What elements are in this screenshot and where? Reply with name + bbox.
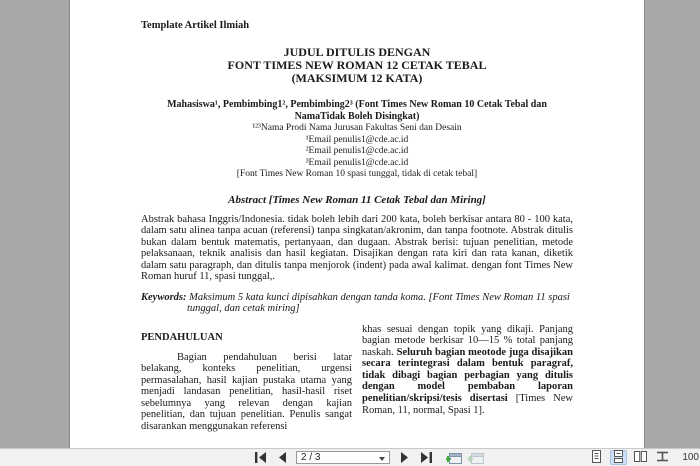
author-names-line-2: NamaTidak Boleh Disingkat) (294, 111, 420, 122)
open-new-window-disabled-button[interactable] (468, 450, 484, 465)
document-page (69, 0, 645, 448)
title-line-3: (MAKSIMUM 12 KATA) (291, 71, 423, 85)
keywords-label: Keywords: (141, 291, 187, 303)
document-header: Template Artikel Ilmiah (141, 20, 250, 31)
last-page-button[interactable] (418, 450, 434, 465)
zoom-level-label[interactable]: 100 (682, 452, 699, 463)
title-line-1: JUDUL DITULIS DENGAN (283, 45, 431, 59)
viewer-toolbar (0, 448, 700, 466)
abstract-body: Abstrak bahasa Inggris/Indonesia. tidak boleh lebih dari 200 kata, boleh berkisar antara 80 - 100 kata, dalam satu alinea tanpa acuan (referensi) tanpa singkatan/akronim, dan tanpa footnote. Abstrak ditulis bukan dalam bentuk matematis, pertanyaan, dan dugaan. Abstrak berisi: tujuan penelitian, metode pelaksanaan, teknik analisis dan hasil kegiatan. Disajikan dengan rata kiri dan rata kanan, diketik dalam satu paragraph, dan ditulis tanpa menjorok (indent) pada awal kalimat. dengan font Times New Roman huruf 11, spasi tunggal,. (141, 213, 573, 282)
page-dropdown-caret-icon (379, 457, 385, 461)
previous-page-icon (278, 452, 287, 463)
page-navigation (252, 449, 484, 466)
right-col-text-1: khas sesuai dengan topik yang dikaji. Panjang bagian metode berkisar 10—15 % total panjang naskah. (362, 323, 573, 358)
two-column-section (141, 324, 573, 433)
previous-page-button[interactable] (274, 450, 290, 465)
fit-width-view-button[interactable] (654, 450, 671, 465)
right-col-text-2: [Times New Roman, 11, normal, Spasi 1]. (362, 393, 573, 416)
continuous-view-icon (612, 450, 625, 466)
author-format-note: [Font Times New Roman 10 spasi tunggal, tidak di cetak tebal] (236, 169, 478, 179)
new-window-plus-disabled-icon (468, 451, 485, 465)
single-page-view-icon (590, 450, 603, 466)
email-line-2: ²Email penulis1@cde.ac.id (305, 146, 409, 156)
email-line-1: ¹Email penulis1@cde.ac.id (305, 134, 409, 145)
section-heading-pendahuluan: PENDAHULUAN (141, 331, 223, 343)
facing-pages-view-button[interactable] (632, 450, 649, 465)
author-names-line-1: Mahasiswa¹, Pembimbing1², Pembimbing2³ (Font Times New Roman 10 Cetak Tebal dan (167, 99, 547, 110)
left-column (141, 324, 352, 433)
fit-width-view-icon (655, 450, 670, 466)
next-page-button[interactable] (396, 450, 412, 465)
page-content (70, 0, 644, 433)
page-indicator-value: 2 / 3 (301, 452, 321, 463)
single-page-view-button[interactable] (588, 450, 605, 465)
authors-block (141, 99, 573, 181)
article-title (141, 46, 573, 85)
new-window-plus-icon (446, 451, 463, 465)
continuous-view-button[interactable] (610, 450, 627, 465)
right-column (362, 324, 573, 433)
facing-pages-view-icon (633, 450, 648, 466)
title-line-2: FONT TIMES NEW ROMAN 12 CETAK TEBAL (227, 58, 487, 72)
page-indicator-input[interactable] (296, 451, 390, 464)
first-page-button[interactable] (252, 450, 268, 465)
next-page-icon (400, 452, 409, 463)
right-col-bold-text: Seluruh bagian meotode juga disajikan secara terintegrasi dalam bentuk paragraf, tidak dibagi bagian perbagian yang ditulis dengan model pembaban laporan penelitian/skripsi/tesis disertasi (362, 346, 573, 405)
affiliation: ¹²³Nama Prodi Nama Jurusan Fakultas Seni dan Desain (252, 123, 462, 133)
keywords-line (141, 292, 573, 315)
left-column-paragraph: Bagian pendahuluan berisi latar belakang, konteks penelitian, urgensi permasalahan, hasil kajian pustaka utama yang menjadi landasan penelitian, hasil-hasil riset sebelumnya yang relevan dengan kajian penelitian, dan tujuan penelitian. Penulis sangat disarankan menggunakan referensi (141, 351, 352, 433)
first-page-icon (254, 452, 267, 463)
view-mode-controls (588, 449, 699, 466)
email-line-3: ³Email penulis1@cde.ac.id (305, 157, 409, 168)
right-column-paragraph (362, 324, 573, 417)
last-page-icon (420, 452, 433, 463)
keywords-text: Maksimum 5 kata kunci dipisahkan dengan tanda koma. [Font Times New Roman 11 spasi tunggal, dan cetak miring] (186, 291, 570, 314)
abstract-heading: Abstract [Times New Roman 11 Cetak Tebal dan Miring] (228, 193, 486, 206)
open-new-window-button[interactable] (446, 450, 462, 465)
